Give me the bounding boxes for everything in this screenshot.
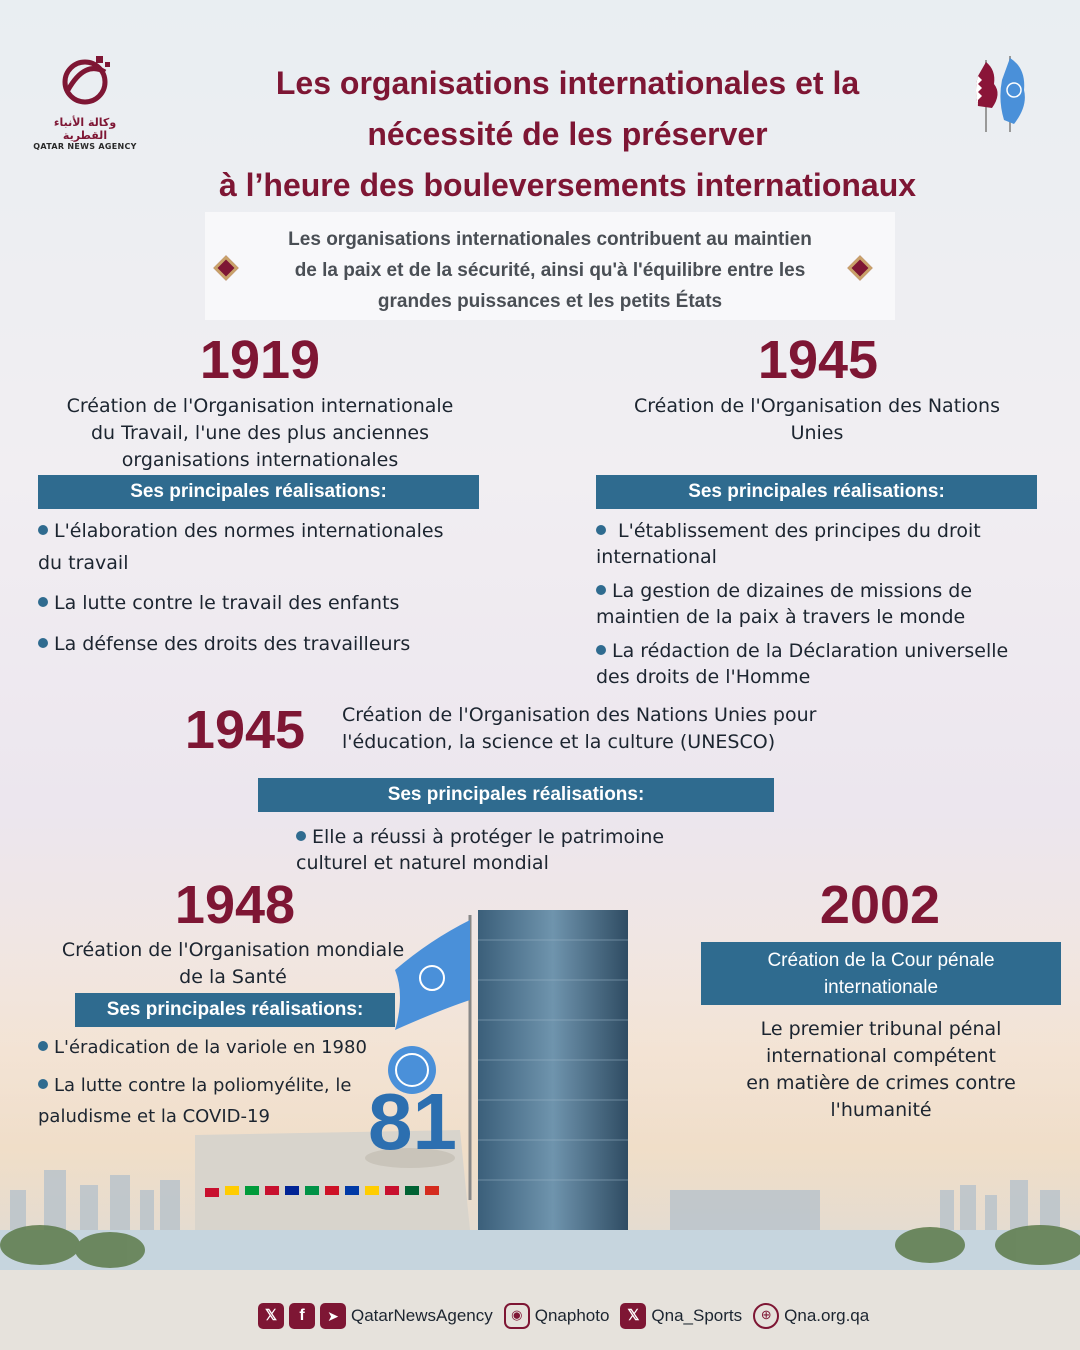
un-item-3-cont: des droits de l'Homme	[596, 666, 811, 688]
icc-desc-line-1: Le premier tribunal pénal	[760, 1018, 1002, 1040]
who-desc-line-1: Création de l'Organisation mondiale	[61, 939, 405, 961]
icc-description	[701, 1016, 1061, 1124]
ilo-year: 1919	[199, 330, 321, 390]
unesco-item-1-cont: culturel et naturel mondial	[296, 852, 549, 874]
ilo-desc-line-2: du Travail, l'une des plus anciennes	[90, 422, 430, 444]
ilo-desc-line-1: Création de l'Organisation internationale	[66, 395, 454, 417]
un-desc-line-1: Création de l'Organisation des Nations	[634, 395, 1000, 417]
qna-logo-mark-icon	[50, 50, 120, 110]
unesco-description	[342, 702, 902, 756]
bullet-dot-icon	[296, 831, 306, 841]
un-item-2-cont: maintien de la paix à travers le monde	[596, 606, 966, 628]
icc-desc-line-2: international compétent	[766, 1045, 996, 1067]
facebook-icon[interactable]: f	[289, 1303, 315, 1329]
icc-desc-line-4: l'humanité	[830, 1099, 932, 1121]
who-description	[30, 937, 436, 991]
handle-qatarnewsagency[interactable]: QatarNewsAgency	[351, 1306, 493, 1325]
un-desc-line-2: Unies	[790, 422, 844, 444]
bullet-dot-icon	[38, 525, 48, 535]
un-year: 1945	[757, 330, 879, 390]
un-achievements-band: Ses principales réalisations:	[596, 475, 1037, 509]
un-item-3: La rédaction de la Déclaration universelle	[596, 638, 1056, 665]
bullet-dot-icon	[38, 1079, 48, 1089]
bullet-dot-icon	[596, 585, 606, 595]
title-line-3: à l’heure des bouleversements internationaux	[218, 167, 917, 203]
bullet-dot-icon	[38, 597, 48, 607]
who-item-2-cont: paludisme et la COVID-19	[38, 1106, 270, 1127]
unesco-achievements-band: Ses principales réalisations:	[258, 778, 774, 812]
who-year: 1948	[174, 875, 296, 935]
qna-logo	[30, 50, 140, 151]
intro-line-2: de la paix et de la sécurité, ainsi qu'à l'équilibre entre les	[294, 260, 806, 281]
intro-box	[205, 212, 895, 320]
icc-desc-line-3: en matière de crimes contre	[746, 1072, 1016, 1094]
intro-line-3: grandes puissances et les petits États	[377, 291, 723, 312]
un-item-1-cont: international	[596, 546, 717, 568]
ilo-item-2: La lutte contre le travail des enfants	[38, 590, 488, 617]
bullet-dot-icon	[596, 645, 606, 655]
logo-english-text: QATAR NEWS AGENCY	[33, 142, 137, 151]
unesco-year: 1945	[184, 700, 306, 760]
icc-band-line-2: internationale	[823, 977, 939, 998]
title-line-2: nécessité de les préserver	[367, 116, 768, 152]
website-link[interactable]: Qna.org.qa	[784, 1306, 870, 1325]
anniversary-badge: 81	[368, 1077, 457, 1166]
social-footer	[258, 1300, 869, 1332]
who-item-2: La lutte contre la poliomyélite, le	[38, 1072, 388, 1099]
qatar-un-flags-icon	[968, 50, 1032, 134]
unesco-desc-line-1: Création de l'Organisation des Nations Unies pour	[342, 704, 817, 726]
icc-year: 2002	[819, 875, 941, 935]
icc-band-line-1: Création de la Cour pénale	[767, 950, 995, 971]
logo-arabic-text: وكالة الأنباء القطرية	[53, 116, 117, 142]
bullet-dot-icon	[596, 525, 606, 535]
x-icon[interactable]: 𝕏	[258, 1303, 284, 1329]
un-description	[596, 393, 1038, 447]
icc-creation-band	[701, 942, 1061, 1005]
bullet-dot-icon	[38, 1041, 48, 1051]
who-item-1: L'éradication de la variole en 1980	[38, 1034, 388, 1061]
who-desc-line-2: de la Santé	[179, 966, 287, 988]
intro-line-1: Les organisations internationales contribuent au maintien	[288, 229, 812, 250]
ilo-item-1-cont: du travail	[38, 552, 129, 574]
handle-qnaphoto[interactable]: Qnaphoto	[534, 1306, 610, 1325]
unesco-desc-line-2: l'éducation, la science et la culture (UNESCO)	[342, 731, 776, 753]
ilo-item-1: L'élaboration des normes internationales	[38, 518, 488, 545]
un-item-1: L'établissement des principes du droit	[596, 518, 1056, 545]
ilo-desc-line-3: organisations internationales	[121, 449, 399, 471]
bullet-dot-icon	[38, 638, 48, 648]
ilo-achievements-band: Ses principales réalisations:	[38, 475, 479, 509]
instagram-icon[interactable]: ◉	[504, 1303, 530, 1329]
telegram-icon[interactable]: ➤	[320, 1303, 346, 1329]
ilo-item-3: La défense des droits des travailleurs	[38, 631, 488, 658]
un-item-2: La gestion de dizaines de missions de	[596, 578, 1056, 605]
title-line-1: Les organisations internationales et la	[275, 65, 860, 101]
x-sports-icon[interactable]: 𝕏	[620, 1303, 646, 1329]
who-achievements-band: Ses principales réalisations:	[75, 993, 395, 1027]
page-title	[150, 58, 985, 211]
ilo-description	[30, 393, 490, 474]
globe-icon[interactable]: ⊕	[753, 1303, 779, 1329]
handle-qna-sports[interactable]: Qna_Sports	[651, 1306, 743, 1325]
unesco-item-1: Elle a réussi à protéger le patrimoine	[296, 824, 776, 851]
